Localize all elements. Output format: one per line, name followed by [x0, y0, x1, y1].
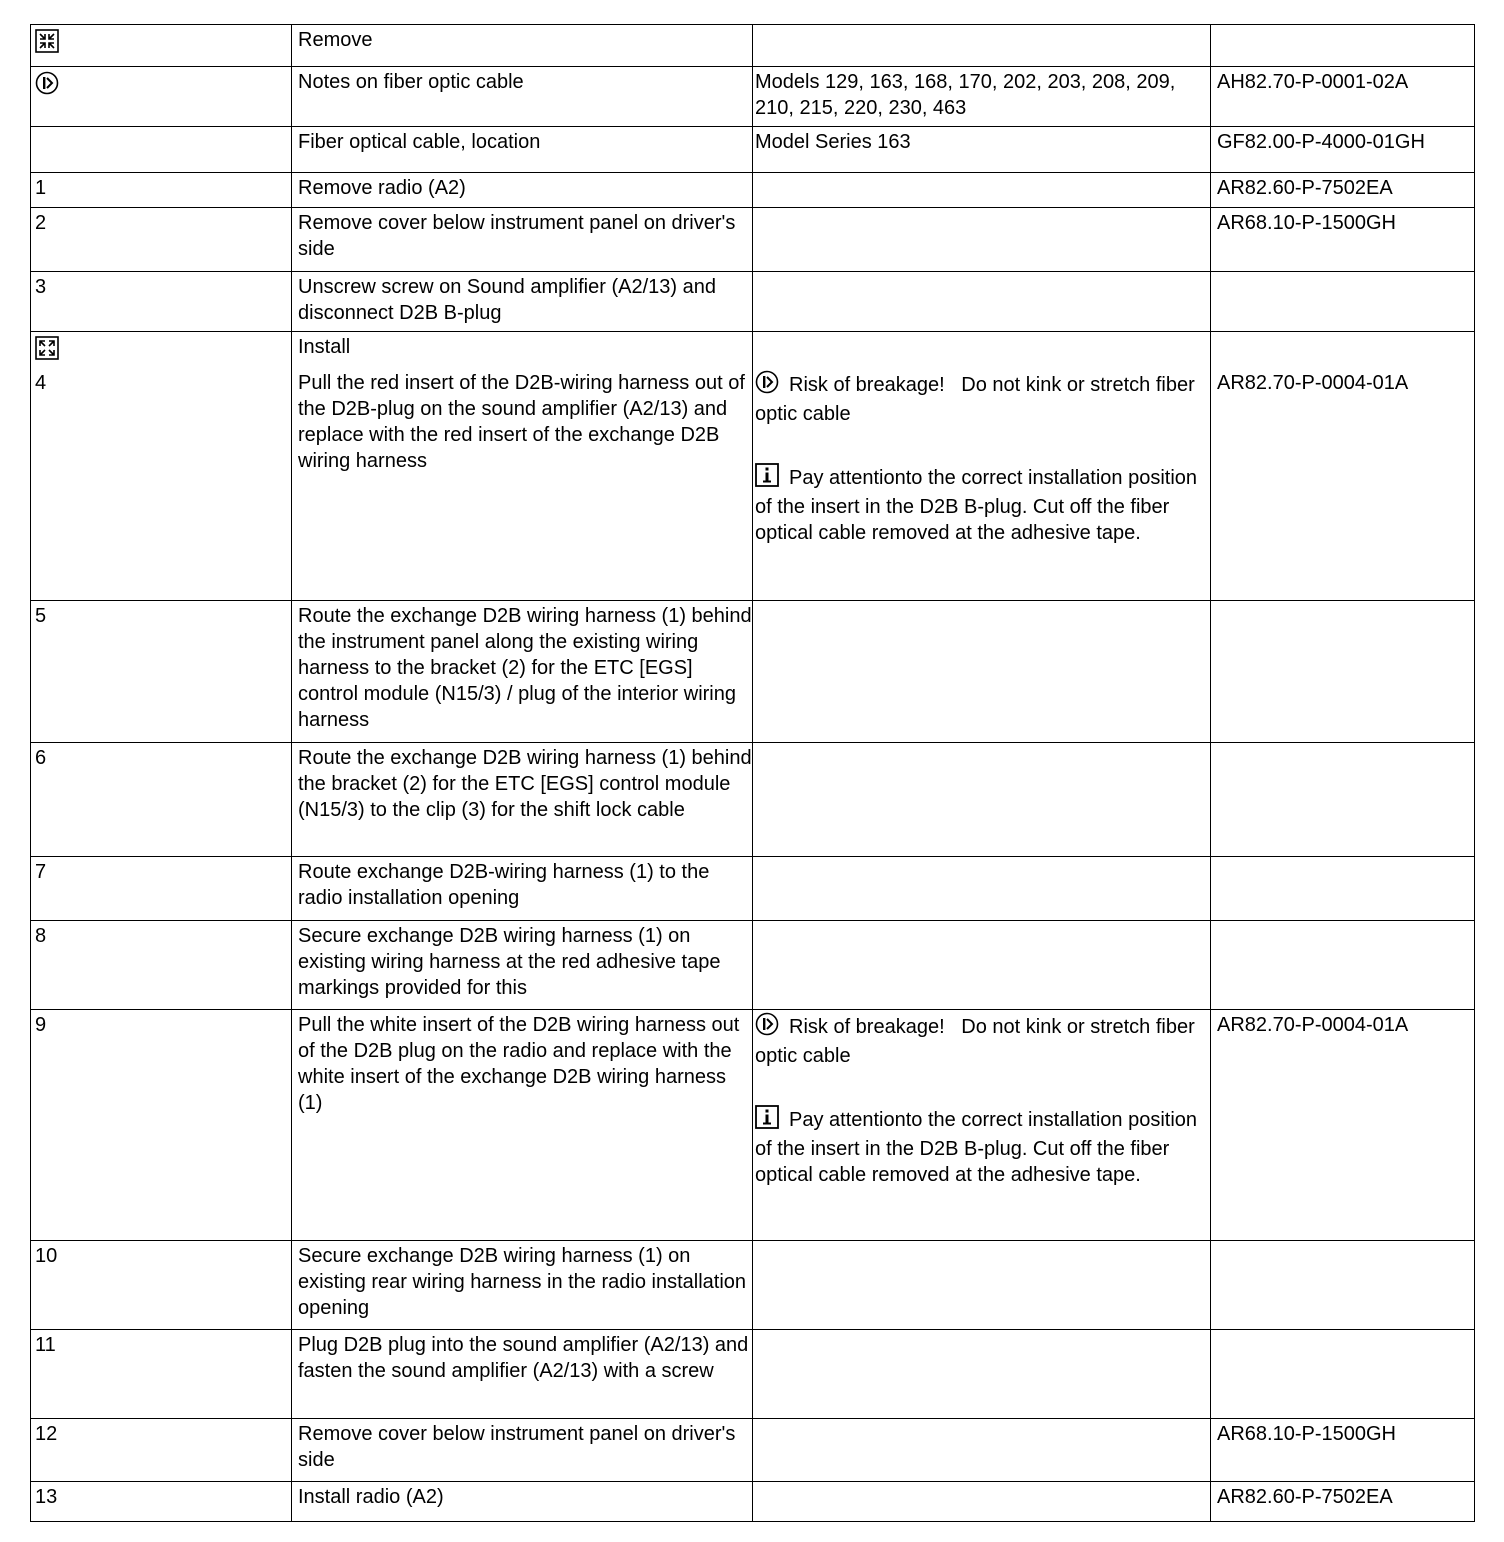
risk-note: [755, 1012, 1210, 1069]
step-cell: 4: [31, 368, 292, 601]
info-icon: [755, 1105, 779, 1136]
reference-cell: [1211, 25, 1475, 67]
info-icon: [755, 463, 779, 494]
description-cell: Unscrew screw on Sound amplifier (A2/13) and disconnect D2B B-plug: [292, 272, 753, 332]
description-cell: Pull the red insert of the D2B-wiring harness out of the D2B-plug on the sound amplifier (A2/13) and replace with the red insert of the exchange D2B wiring harness: [292, 368, 753, 601]
table-row: [31, 67, 1475, 127]
description-cell: Route exchange D2B-wiring harness (1) to the radio installation opening: [292, 857, 753, 921]
note-cell: [753, 208, 1211, 272]
description-cell: Remove cover below instrument panel on driver's side: [292, 208, 753, 272]
step-cell: 13: [31, 1482, 292, 1522]
note-cell: [753, 1241, 1211, 1330]
note-cell: [753, 1330, 1211, 1419]
reference-link[interactable]: GF82.00-P-4000-01GH: [1211, 127, 1475, 173]
step-cell: 11: [31, 1330, 292, 1419]
note-cell: [753, 1419, 1211, 1482]
step-cell: [31, 67, 292, 127]
reference-cell: [1211, 601, 1475, 743]
procedure-table: [30, 24, 1475, 1522]
table-row: [31, 1330, 1475, 1419]
description-cell: Secure exchange D2B wiring harness (1) on existing wiring harness at the red adhesive tape markings provided for this: [292, 921, 753, 1010]
step-cell: 3: [31, 272, 292, 332]
reference-cell: [1211, 272, 1475, 332]
description-cell: Secure exchange D2B wiring harness (1) on existing rear wiring harness in the radio installation opening: [292, 1241, 753, 1330]
reference-link[interactable]: AR68.10-P-1500GH: [1211, 208, 1475, 272]
note-cell: [753, 921, 1211, 1010]
reference-link[interactable]: AR82.70-P-0004-01A: [1211, 368, 1475, 601]
description-cell: Plug D2B plug into the sound amplifier (A2/13) and fasten the sound amplifier (A2/13) with a screw: [292, 1330, 753, 1419]
table-row: [31, 1419, 1475, 1482]
reference-link[interactable]: AR82.60-P-7502EA: [1211, 173, 1475, 208]
description-cell: Remove radio (A2): [292, 173, 753, 208]
table-row: [31, 1241, 1475, 1330]
reference-cell: [1211, 857, 1475, 921]
note-cell: [753, 601, 1211, 743]
step-cell: 7: [31, 857, 292, 921]
reference-link[interactable]: AR68.10-P-1500GH: [1211, 1419, 1475, 1482]
risk-note-text: Risk of breakage! Do not kink or stretch fiber optic cable: [755, 1016, 1201, 1067]
description-cell: Remove cover below instrument panel on driver's side: [292, 1419, 753, 1482]
risk-icon: [755, 370, 779, 401]
table-row: [31, 25, 1475, 67]
note-cell: Model Series 163: [753, 127, 1211, 173]
note-cell: [753, 332, 1211, 368]
note-cell: [753, 368, 1211, 601]
step-cell: [31, 25, 292, 67]
table-row: [31, 921, 1475, 1010]
step-cell: 2: [31, 208, 292, 272]
step-cell: [31, 127, 292, 173]
table-row: [31, 127, 1475, 173]
description-cell: Remove: [292, 25, 753, 67]
note-cell: [753, 1010, 1211, 1241]
description-cell: Route the exchange D2B wiring harness (1) behind the instrument panel along the existing wiring harness to the bracket (2) for the ETC [EGS] control module (N15/3) / plug of the interior wiring harness: [292, 601, 753, 743]
step-cell: [31, 332, 292, 368]
install-icon: [35, 336, 59, 360]
note-cell: [753, 25, 1211, 67]
info-note: [755, 463, 1210, 546]
description-cell: Install: [292, 332, 753, 368]
step-cell: 10: [31, 1241, 292, 1330]
risk-icon: [35, 71, 59, 95]
risk-icon: [755, 1012, 779, 1043]
reference-cell: [1211, 1330, 1475, 1419]
note-spacer: [755, 1069, 1210, 1105]
table-row: [31, 272, 1475, 332]
description-cell: Pull the white insert of the D2B wiring harness out of the D2B plug on the radio and replace with the white insert of the exchange D2B wiring harness (1): [292, 1010, 753, 1241]
step-cell: 5: [31, 601, 292, 743]
note-cell: [753, 743, 1211, 857]
risk-note: [755, 370, 1210, 427]
description-cell: Install radio (A2): [292, 1482, 753, 1522]
description-cell: Route the exchange D2B wiring harness (1) behind the bracket (2) for the ETC [EGS] control module (N15/3) to the clip (3) for the shift lock cable: [292, 743, 753, 857]
table-row: [31, 857, 1475, 921]
risk-note-text: Risk of breakage! Do not kink or stretch fiber optic cable: [755, 373, 1201, 425]
note-cell: Models 129, 163, 168, 170, 202, 203, 208, 209, 210, 215, 220, 230, 463: [753, 67, 1211, 127]
reference-cell: [1211, 743, 1475, 857]
table-row: [31, 208, 1475, 272]
info-note-text: Pay attentionto the correct installation position of the insert in the D2B B-plug. Cut off the fiber optical cable removed at the adhesive tape.: [755, 1109, 1198, 1186]
info-note-text: Pay attentionto the correct installation position of the insert in the D2B B-plug. Cut off the fiber optical cable removed at the adhesive tape.: [755, 466, 1198, 544]
reference-cell: [1211, 332, 1475, 368]
table-row: [31, 1010, 1475, 1241]
table-row: [31, 332, 1475, 368]
table-row: [31, 1482, 1475, 1522]
note-cell: [753, 173, 1211, 208]
step-cell: 9: [31, 1010, 292, 1241]
step-cell: 8: [31, 921, 292, 1010]
reference-cell: [1211, 921, 1475, 1010]
note-cell: [753, 857, 1211, 921]
step-cell: 1: [31, 173, 292, 208]
description-cell: Fiber optical cable, location: [292, 127, 753, 173]
table-row: [31, 368, 1475, 601]
note-cell: [753, 272, 1211, 332]
note-spacer: [755, 427, 1210, 463]
reference-cell: [1211, 1241, 1475, 1330]
description-cell: Notes on fiber optic cable: [292, 67, 753, 127]
step-cell: 12: [31, 1419, 292, 1482]
reference-link[interactable]: AR82.70-P-0004-01A: [1211, 1010, 1475, 1241]
remove-icon: [35, 29, 59, 53]
reference-link[interactable]: AR82.60-P-7502EA: [1211, 1482, 1475, 1522]
table-row: [31, 743, 1475, 857]
info-note: [755, 1105, 1210, 1188]
step-cell: 6: [31, 743, 292, 857]
reference-link[interactable]: AH82.70-P-0001-02A: [1211, 67, 1475, 127]
table-row: [31, 601, 1475, 743]
note-cell: [753, 1482, 1211, 1522]
table-row: [31, 173, 1475, 208]
